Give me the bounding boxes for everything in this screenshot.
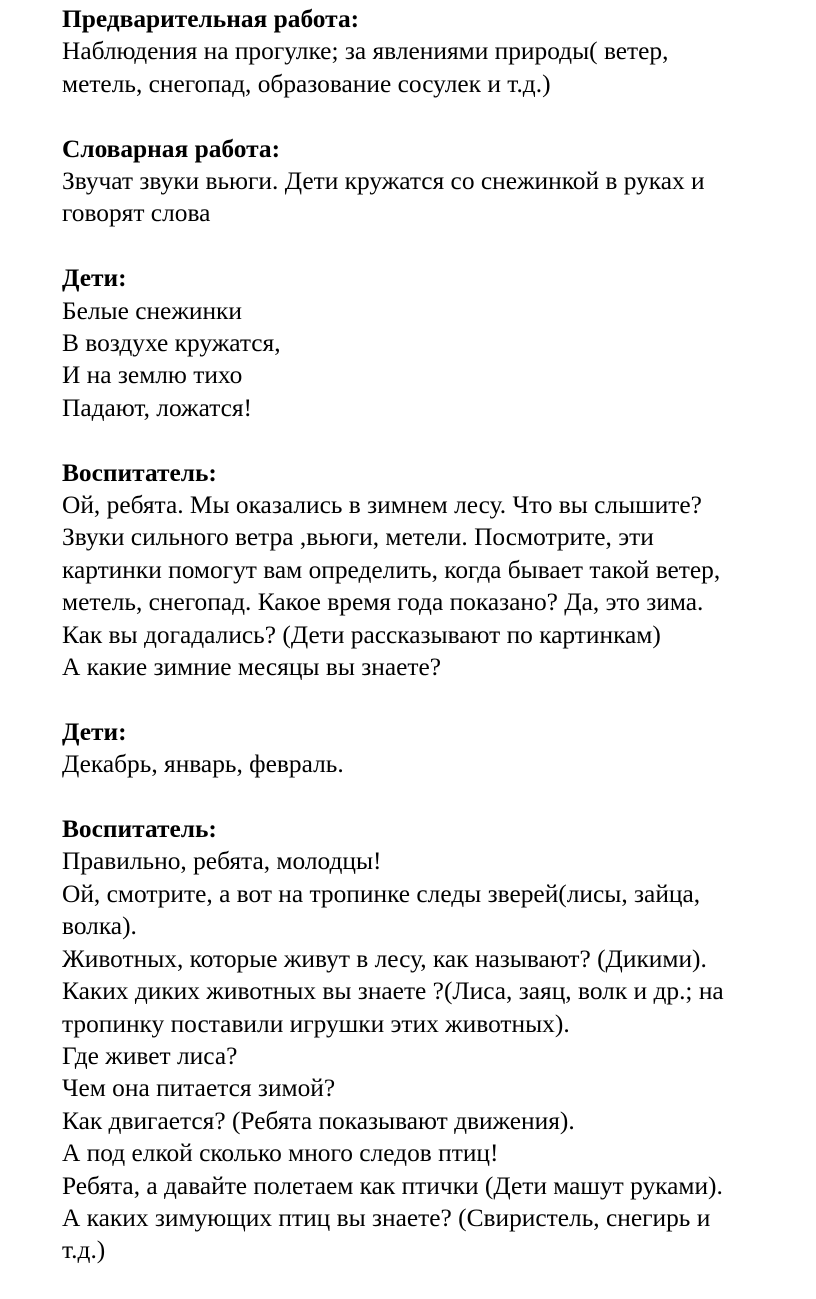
section-heading: Дети:: [62, 717, 127, 746]
text-line: Звуки сильного ветра ,вьюги, метели. Посмотрите, эти: [62, 523, 654, 552]
text-line: говорят слова: [62, 199, 211, 228]
text-line: Животных, которые живут в лесу, как называют? (Дикими).: [62, 944, 707, 973]
section-preliminary-work: [62, 0, 802, 100]
text-line: В воздухе кружатся,: [62, 329, 281, 358]
text-line: Ой, смотрите, а вот на тропинке следы зверей(лисы, зайца,: [62, 879, 701, 908]
text-line: Каких диких животных вы знаете ?(Лиса, заяц, волк и др.; на: [62, 977, 724, 1006]
text-line: тропинку поставили игрушки этих животных).: [62, 1009, 570, 1038]
section-vocabulary-work: [62, 133, 802, 230]
document-page: [62, 0, 802, 1299]
text-line: А под елкой сколько много следов птиц!: [62, 1139, 499, 1168]
text-line: Ребята, а давайте полетаем как птички (Дети машут руками).: [62, 1171, 723, 1200]
text-line: Как вы догадались? (Дети рассказывают по картинкам): [62, 620, 661, 649]
section-children-poem: [62, 262, 802, 424]
text-line: Ой, ребята. Мы оказались в зимнем лесу. Что вы слышите?: [62, 491, 702, 520]
section-teacher-1: [62, 457, 802, 684]
section-heading: Воспитатель:: [62, 815, 217, 844]
section-teacher-2: [62, 813, 802, 1267]
text-line: Падают, ложатся!: [62, 393, 253, 422]
section-heading: Воспитатель:: [62, 458, 217, 487]
section-children-months: [62, 716, 802, 781]
text-line: т.д.): [62, 1236, 106, 1265]
text-line: Правильно, ребята, молодцы!: [62, 847, 382, 876]
text-line: И на землю тихо: [62, 361, 243, 390]
text-line: А какие зимние месяцы вы знаете?: [62, 653, 442, 682]
text-line: Белые снежинки: [62, 296, 242, 325]
text-line: метель, снегопад. Какое время года показано? Да, это зима.: [62, 588, 704, 617]
section-heading: Словарная работа:: [62, 134, 281, 163]
text-line: Декабрь, январь, февраль.: [62, 750, 344, 779]
text-line: волка).: [62, 912, 137, 941]
text-line: метель, снегопад, образование сосулек и т.д.): [62, 69, 551, 98]
text-line: Звучат звуки вьюги. Дети кружатся со снежинкой в руках и: [62, 167, 705, 196]
section-heading: Предварительная работа:: [62, 5, 360, 33]
section-heading: Дети:: [62, 264, 127, 293]
text-line: картинки помогут вам определить, когда бывает такой ветер,: [62, 555, 721, 584]
text-line: Где живет лиса?: [62, 1041, 238, 1070]
text-line: А каких зимующих птиц вы знаете? (Свиристель, снегирь и: [62, 1203, 711, 1232]
text-line: Наблюдения на прогулке; за явлениями природы( ветер,: [62, 37, 669, 66]
text-line: Чем она питается зимой?: [62, 1074, 336, 1103]
text-line: Как двигается? (Ребята показывают движения).: [62, 1106, 575, 1135]
